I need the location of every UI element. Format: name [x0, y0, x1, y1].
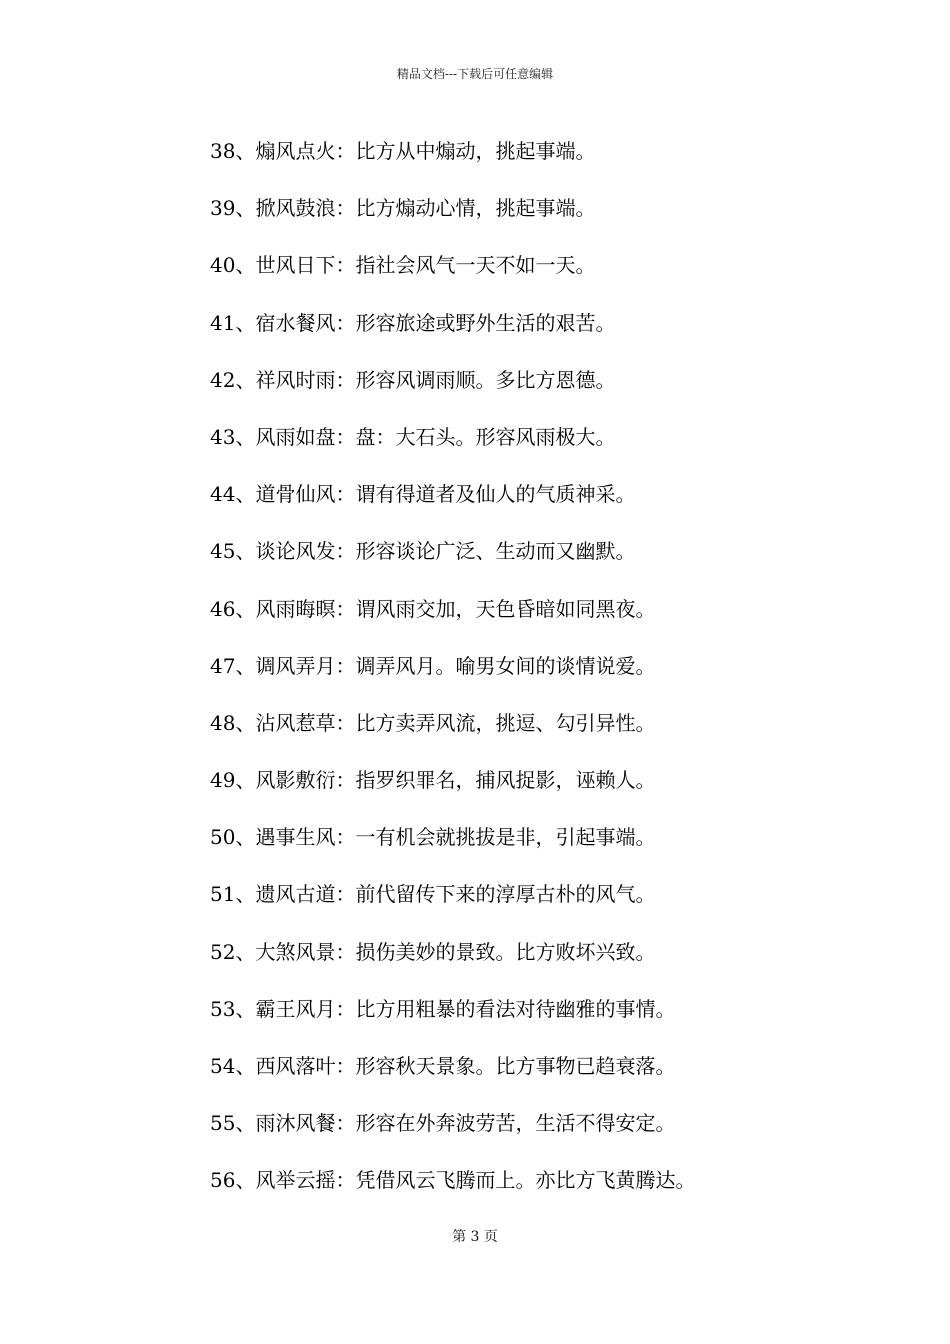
list-item: 38、煽风点火：比方从中煽动，挑起事端。 [210, 139, 596, 163]
list-item: 45、谈论风发：形容谈论广泛、生动而又幽默。 [210, 539, 636, 564]
list-item: 48、沾风惹草：比方卖弄风流，挑逗、勾引异性。 [210, 710, 656, 735]
list-item: 54、西风落叶：形容秋天景象。比方事物已趋衰落。 [210, 1054, 676, 1078]
list-item: 42、祥风时雨：形容风调雨顺。多比方恩德。 [210, 367, 616, 392]
list-item: 50、遇事生风：一有机会就挑拔是非，引起事端。 [210, 825, 656, 850]
idiom-list [210, 135, 830, 1222]
list-item: 39、掀风鼓浪：比方煽动心情，挑起事端。 [210, 196, 596, 221]
list-item: 55、雨沐风餐：形容在外奔波劳苦，生活不得安定。 [210, 1111, 676, 1136]
page-header: 精品文档---下载后可任意编辑 [396, 67, 554, 81]
list-item: 46、风雨晦暝：谓风雨交加，天色昏暗如同黑夜。 [210, 596, 656, 621]
list-item: 43、风雨如盘：盘：大石头。形容风雨极大。 [210, 424, 616, 449]
list-item: 49、风影敷衍：指罗织罪名，捕风捉影，诬赖人。 [210, 768, 656, 793]
list-item: 41、宿水餐风：形容旅途或野外生活的艰苦。 [210, 310, 616, 335]
list-item: 47、调风弄月：调弄风月。喻男女间的谈情说爱。 [210, 653, 656, 678]
list-item: 51、遗风古道：前代留传下来的淳厚古朴的风气。 [210, 882, 656, 907]
list-item: 44、道骨仙风：谓有得道者及仙人的气质神采。 [210, 482, 636, 507]
list-item: 56、风举云摇：凭借风云飞腾而上。亦比方飞黄腾达。 [210, 1168, 696, 1193]
list-item: 53、霸王风月：比方用粗暴的看法对待幽雅的事情。 [210, 996, 676, 1021]
page-number: 第 3 页 [452, 1229, 498, 1245]
list-item: 40、世风日下：指社会风气一天不如一天。 [210, 253, 596, 278]
list-item: 52、大煞风景：损伤美妙的景致。比方败坏兴致。 [210, 939, 656, 964]
